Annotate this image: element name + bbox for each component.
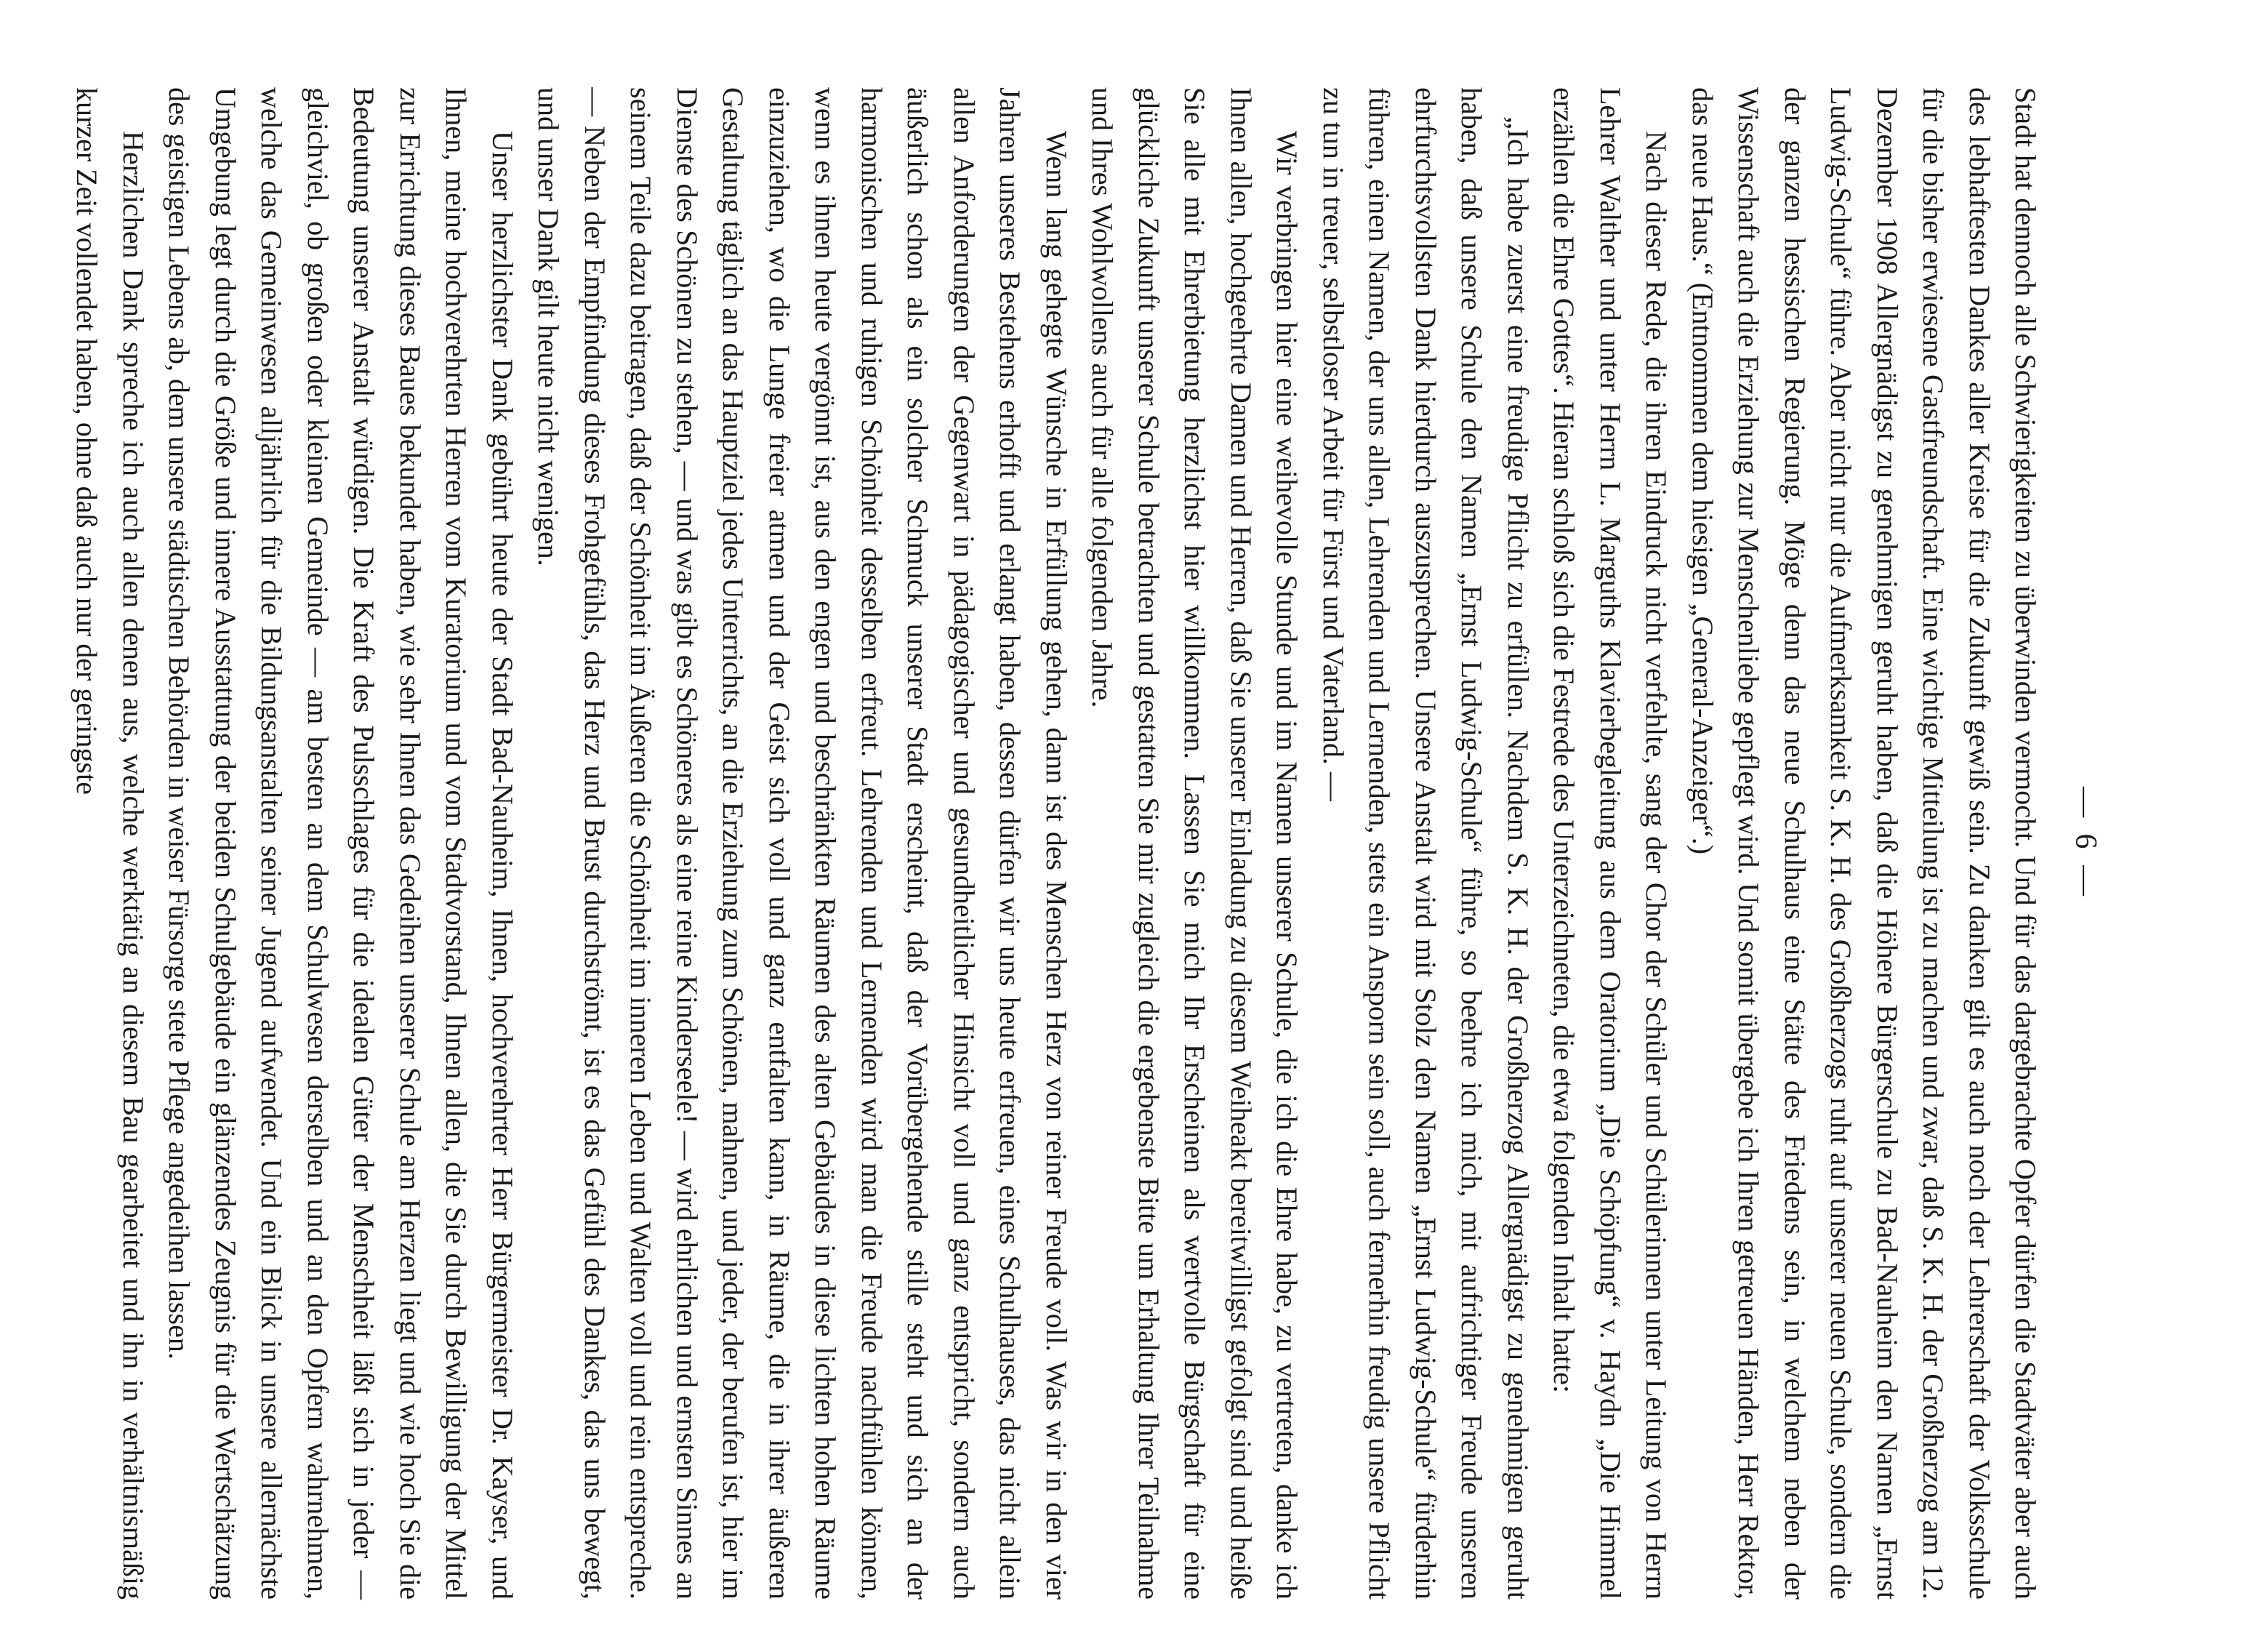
- paragraph-wishes: Wenn lang gehegte Wünsche in Erfüllung gehen, dann ist des Menschen Herz von reiner Freude voll. Was wir in den vier Jahren unseres Bestehens erhofft und erlangt haben, dessen dürfen wir uns heute erfreuen, eines Schulhauses, das nicht allein allen Anforderungen der Gegenwart in pädagogischer und gesundheitlicher Hinsicht voll und ganz entspricht, sondern auch äußerlich schon als ein solcher Schmuck unserer Stadt erscheint, daß der Vorübergehende stille steht und sich an der harmonischen und ruhigen Schönheit desselben erfreut. Lehrenden und Lernenden wird man die Freude nachfühlen können, wenn es ihnen heute vergönnt ist, aus den engen und beschränkten Räumen des alten Gebäudes in diese lichten hohen Räume einzuziehen, wo die Lunge freier atmen und der Geist sich voll und ganz entfalten kann, in Räume, die in ihrer äußeren Gestaltung täglich an das Hauptziel jedes Unterrichts, an die Erziehung zum Schönen, mahnen, und jeder, der berufen ist, hier im Dienste des Schönen zu stehen, — und was gibt es Schöneres als eine reine Kinderseele! — wird ehrlichen und ernsten Sinnes an seinem Teile dazu beitragen, daß der Schönheit im Äußeren die Schönheit im inneren Leben und Walten voll und rein entspreche. — Neben der Empfindung dieses Frohgefühls, das Herz und Brust durchströmt, ist es das Gefühl des Dankes, das uns bewegt, und unser Dank gilt heute nicht wenigen.: [532, 87, 1073, 1600]
- paragraph-opening: Stadt hat dennoch alle Schwierigkeiten zu überwinden vermocht. Und für das dargebrachte Opfer dürfen die Stadtväter aber auch des lebhaftesten Dankes aller Kreise für die Zukunft gewiß sein. Zu danken gilt es auch noch der Lehrerschaft der Volksschule für die bisher erwiesene Gastfreundschaft. Eine wichtige Mitteilung ist zu machen und zwar, daß S. K. H. der Großherzog am 12. Dezember 1908 Allergnädigst zu genehmigen geruht haben, daß die Höhere Bürgerschule zu Bad-Nauheim den Namen „Ernst Ludwig-Schule“ führe. Aber nicht nur die Aufmerksamkeit S. K. H. des Großherzogs ruht auf unserer neuen Schule, sondern die der ganzen hessischen Regierung. Möge denn das neue Schulhaus eine Stätte des Friedens sein, in welchem neben der Wissenschaft auch die Erziehung zur Menschenliebe gepflegt wird. Und somit übergebe ich Ihren getreuen Händen, Herr Rektor, das neue Haus.“ (Entnommen dem hiesigen „General-Anzeiger“.): [1686, 87, 2043, 1600]
- paragraph-thanks-workers: Herzlichen Dank spreche ich auch allen denen aus, welche werktätig an diesem Bau gearbeitet und ihn in verhältnismäßig kurzer Zeit vollendet haben, ohne daß auch nur der geringste: [71, 87, 150, 1600]
- paragraph-chor: Nach dieser Rede, die ihren Eindruck nicht verfehlte, sang der Chor der Schüler und Schülerinnen unter Leitung von Herrn Lehrer Walther und unter Herrn L. Marguths Klavierbegleitung aus dem Oratorium „Die Schöpfung“ v. Haydn „Die Himmel erzählen die Ehre Gottes“. Hieran schloß sich die Festrede des Unterzeichneten, die etwa folgenden Inhalt hatte:: [1548, 87, 1673, 1600]
- page-number: — 6 —: [2069, 787, 2102, 900]
- paragraph-welcome: Wir verbringen hier eine weihevolle Stunde und im Namen unserer Schule, die ich die Ehre habe, zu vertreten, danke ich Ihnen allen, hochgeehrte Damen und Herren, daß Sie unserer Einladung zu diesem Weiheakt bereitwilligst gefolgt sind und heiße Sie alle mit Ehrerbietung herzlichst hier willkommen. Lassen Sie mich Ihr Erscheinen als wertvolle Bürgschaft für eine glückliche Zukunft unserer Schule betrachten und gestatten Sie mir zugleich die ergebenste Bitte um Erhaltung Ihrer Teilnahme und Ihres Wohlwollens auch für alle folgenden Jahre.: [1086, 87, 1304, 1600]
- rotated-text-block: [71, 87, 2108, 1600]
- paragraph-speech-start: „Ich habe zuerst eine freudige Pflicht zu erfüllen. Nachdem S. K. H. der Großherzog Allergnädigst zu genehmigen geruht haben, daß unsere Schule den Namen „Ernst Ludwig-Schule“ führe, so beehre ich mich, mit aufrichtiger Freude unseren ehrfurchtsvollsten Dank hierdurch auszusprechen. Unsere Anstalt wird mit Stolz den Namen „Ernst Ludwig-Schule“ fürderhin führen, einen Namen, der uns allen, Lehrenden und Lernenden, stets ein Ansporn sein soll, auch fernerhin freudig unsere Pflicht zu tun in treuer, selbstloser Arbeit für Fürst und Vaterland. —: [1317, 87, 1535, 1600]
- paragraph-thanks-city: Unser herzlichster Dank gebührt heute der Stadt Bad-Nauheim, Ihnen, hochverehrter Herr Bürgermeister Dr. Kayser, und Ihnen, meine hochverehrten Herren vom Kuratorium und vom Stadtvorstand, Ihnen allen, die Sie durch Bewilligung der Mittel zur Errichtung dieses Baues bekundet haben, wie sehr Ihnen das Gedeihen unserer Schule am Herzen liegt und wie hoch Sie die Bedeutung unserer Anstalt würdigen. Die Kraft des Pulsschlages für die idealen Güter der Menschheit läßt sich in jeder — gleichviel, ob großen oder kleinen Gemeinde — am besten an dem Schulwesen derselben und an den Opfern wahrnehmen, welche das Gemeinwesen alljährlich für die Bildungsanstalten seiner Jugend aufwendet. Und ein Blick in unsere allernächste Umgebung legt durch die Größe und innere Ausstattung der beiden Schulgebäude ein glänzendes Zeugnis für die Wertschätzung des geistigen Lebens ab, dem unsere städtischen Behörden in weiser Fürsorge stete Pflege angedeihen lassen.: [163, 87, 519, 1600]
